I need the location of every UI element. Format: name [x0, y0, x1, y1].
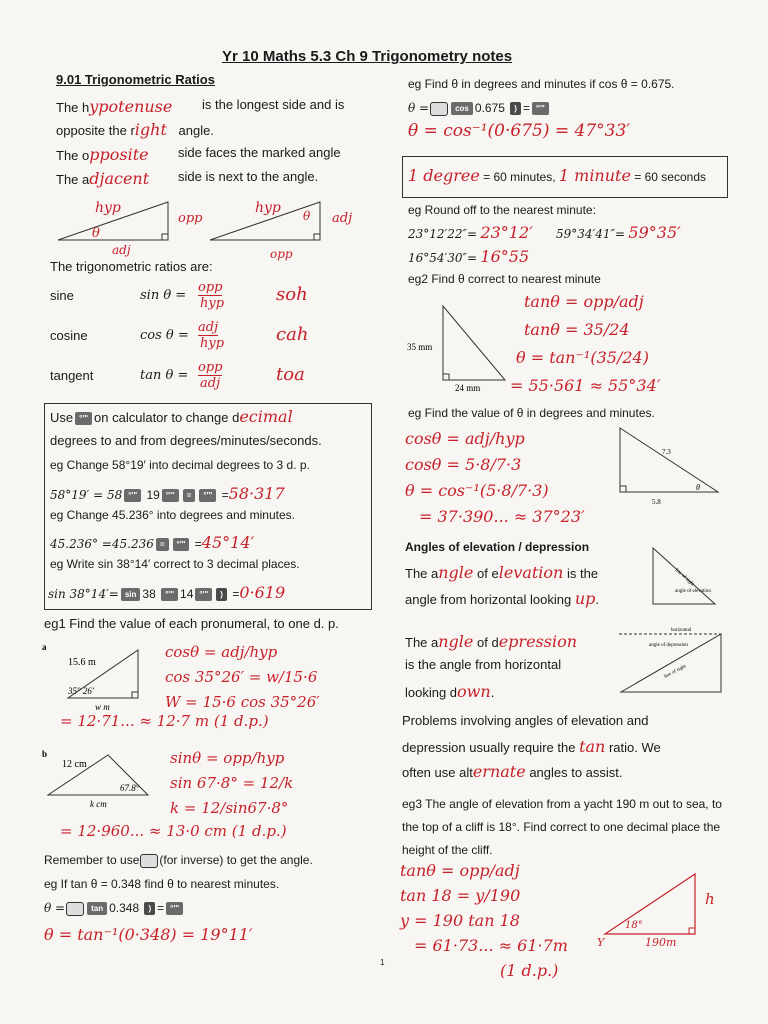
svg-text:15.6 m: 15.6 m	[68, 657, 96, 668]
ratio-formula: tan θ =	[140, 368, 189, 383]
eg1b-answer: = 12·960... ≈ 13·0 cm (1 d.p.)	[60, 822, 287, 840]
shift-key-icon	[430, 102, 448, 116]
svg-text:b: b	[42, 749, 48, 759]
tri1-hyp-label: hyp	[95, 200, 121, 216]
tri1-opp-label: opp	[178, 211, 203, 226]
ratio-row	[50, 280, 380, 324]
eg1a-triangle-diagram	[40, 640, 170, 715]
calc-line2: degrees to and from degrees/minutes/seconds.	[50, 433, 322, 448]
ratio-row	[50, 320, 380, 364]
calc-eg3: eg Write sin 38°14′ correct to 3 decimal places.	[50, 557, 300, 571]
round-prompt: eg Round off to the nearest minute:	[408, 203, 596, 217]
dms-key-icon: °'"	[195, 588, 212, 601]
ratio-numerator: opp	[198, 280, 223, 295]
svg-text:67.8°: 67.8°	[120, 783, 140, 793]
svg-text:35° 26′: 35° 26′	[68, 686, 94, 696]
ratio-name: tangent	[50, 368, 94, 383]
elevation-heading: Angles of elevation / depression	[405, 540, 590, 554]
dms-key-icon: °'"	[124, 489, 141, 502]
eg-tan-prompt: eg If tan θ = 0.348 find θ to nearest minutes.	[44, 877, 280, 891]
close-bracket-key-icon: )	[510, 102, 521, 115]
svg-text:angle of depression: angle of depression	[649, 643, 688, 648]
svg-text:a: a	[42, 642, 47, 652]
problems-line2: depression usually require the tan ratio. We	[402, 737, 661, 756]
svg-text:35 mm: 35 mm	[407, 342, 433, 352]
calc-eg3-work: sin 38°14′= sin 38 °'" 14 °'" ) =0·619	[48, 583, 286, 602]
page-number: 1	[380, 958, 385, 967]
calc-eg1: eg Change 58°19′ into decimal degrees to 3 d. p.	[50, 458, 310, 472]
section-heading: 9.01 Trigonometric Ratios	[56, 72, 215, 87]
definition-adjacent: The adjacent side is next to the angle.	[56, 169, 319, 188]
tri2-hyp-label: hyp	[255, 200, 281, 216]
eg-cos-answer: θ = cos⁻¹(0·675) = 47°33′	[408, 121, 631, 141]
tri1-adj-label: adj	[112, 243, 131, 257]
sin-key-icon: sin	[121, 588, 141, 601]
close-bracket-key-icon: )	[144, 902, 155, 915]
depression-line1: The angle of depression	[405, 632, 578, 651]
eg-cos-calc: θ = cos 0.675 ) = °'"	[408, 101, 551, 116]
eg-tan-calc: θ = tan 0.348 ) = °'"	[44, 901, 185, 916]
ratio-numerator: adj	[198, 320, 219, 335]
ratios-table	[50, 280, 380, 400]
round-ex-3: 16°54′30″= 16°55	[408, 247, 530, 266]
page-title: Yr 10 Maths 5.3 Ch 9 Trigonometry notes	[222, 48, 513, 65]
shift-key-icon	[66, 902, 84, 916]
ratio-mnemonic: cah	[276, 324, 309, 345]
eg1b-working: sinθ = opp/hyp sin 67·8° = 12/k k = 12/sin67·8°	[170, 749, 294, 817]
svg-text:190m: 190m	[645, 936, 677, 947]
svg-text:12 cm: 12 cm	[62, 759, 87, 770]
dms-key-icon: °'"	[532, 102, 549, 115]
dms-key-icon: °'"	[166, 902, 183, 915]
dms-key-icon: °'"	[161, 588, 178, 601]
svg-text:24 mm: 24 mm	[455, 383, 481, 393]
ratio-denominator: adj	[200, 376, 221, 391]
depression-line2: is the angle from horizontal	[405, 657, 562, 672]
eg1a-answer: = 12·71... ≈ 12·7 m (1 d.p.)	[60, 712, 269, 730]
problems-line3: often use alternate angles to assist.	[402, 762, 623, 781]
depression-line3: looking down.	[405, 682, 495, 701]
calc-eg2-work: 45.236° =45.236 = °'" =45°14′	[50, 533, 255, 552]
svg-text:angle of elevation: angle of elevation	[675, 589, 711, 594]
close-bracket-key-icon: )	[216, 588, 227, 601]
eg1a-working: cosθ = adj/hyp cos 35°26′ = w/15·6 W = 15·6 cos 35°26′	[165, 643, 320, 711]
elevation-line2: angle from horizontal looking up.	[405, 589, 600, 608]
tri2-opp-label: opp	[270, 247, 293, 261]
dms-key-icon: °'"	[75, 412, 92, 425]
svg-text:5.8: 5.8	[652, 498, 661, 506]
eg-cos-prompt: eg Find θ in degrees and minutes if cos θ = 0.675.	[408, 77, 675, 91]
dms-key-icon: °'"	[173, 538, 190, 551]
eg2-prompt: eg2 Find θ correct to nearest minute	[408, 272, 601, 286]
eg3-triangle-diagram	[600, 420, 725, 510]
dms-key-icon: °'"	[199, 489, 216, 502]
tri2-theta: θ	[303, 209, 311, 223]
svg-text:line of sight: line of sight	[663, 664, 688, 680]
dms-key-icon: °'"	[162, 489, 179, 502]
ratio-denominator: hyp	[200, 336, 225, 351]
eg-tan-answer: θ = tan⁻¹(0·348) = 19°11′	[44, 925, 253, 944]
eg1b-triangle-diagram	[40, 747, 170, 812]
eg3-yacht-prompt: eg3 The angle of elevation from a yacht 190 m out to sea, to the top of a cliff is 18°. Find correct to one decimal place the height of the cliff.	[402, 797, 722, 857]
round-ex-2: 59°34′41″= 59°35′	[556, 223, 681, 242]
elevation-diagram	[645, 544, 725, 612]
tri2-adj-label: adj	[332, 211, 353, 226]
yacht-working: tanθ = opp/adj tan 18 = y/190 y = 190 tan 18 = 61·73... ≈ 61·7m (1 d.p.)	[400, 861, 568, 980]
calc-eg2: eg Change 45.236° into degrees and minutes.	[50, 508, 295, 522]
svg-text:k cm: k cm	[90, 799, 107, 809]
calc-eg1-work: 58°19′ = 58 °'" 19 °'" = °'" =58·317	[50, 484, 285, 503]
ratio-denominator: hyp	[200, 296, 225, 311]
definition-hypotenuse: The hypotenuse is the longest side and is	[56, 97, 345, 116]
shift-key-icon	[140, 854, 158, 868]
problems-line1: Problems involving angles of elevation and	[402, 713, 649, 728]
ratio-name: sine	[50, 288, 74, 303]
tan-key-icon: tan	[87, 902, 107, 915]
ratio-formula: sin θ =	[140, 288, 187, 303]
ratio-mnemonic: toa	[276, 364, 305, 385]
ratio-numerator: opp	[198, 360, 223, 375]
eg3-working: cosθ = adj/hyp cosθ = 5·8/7·3 θ = cos⁻¹(5·8/7·3) = 37·390... ≈ 37°23′	[405, 429, 585, 526]
inverse-note: Remember to use (for inverse) to get the angle.	[44, 853, 313, 867]
svg-text:18°: 18°	[625, 920, 643, 931]
tri1-theta: θ	[92, 226, 100, 241]
svg-text:θ: θ	[696, 483, 700, 492]
eg2-triangle-diagram	[405, 296, 515, 394]
ratio-mnemonic: soh	[276, 284, 308, 305]
eg2-working: tanθ = opp/adj tanθ = 35/24 θ = tan⁻¹(35/24) = 55·561 ≈ 55°34′	[510, 292, 661, 395]
equals-key-icon: =	[156, 538, 169, 551]
equals-key-icon: =	[183, 489, 196, 502]
ratio-formula: cos θ =	[140, 328, 189, 343]
definition-hypotenuse-2: opposite the right angle.	[56, 120, 214, 139]
ratios-intro: The trigonometric ratios are:	[50, 259, 213, 274]
elevation-line1: The angle of elevation is the	[405, 563, 599, 582]
ratio-row	[50, 360, 380, 404]
svg-text:line of sight: line of sight	[673, 567, 695, 588]
ratio-name: cosine	[50, 328, 88, 343]
calc-line1: Use °'" on calculator to change decimal	[50, 407, 293, 426]
cos-key-icon: cos	[451, 102, 473, 115]
round-ex-1: 23°12′22″= 23°12′	[408, 223, 533, 242]
svg-text:7.3: 7.3	[662, 448, 671, 456]
eg1-prompt: eg1 Find the value of each pronumeral, to one d. p.	[44, 616, 339, 631]
labelled-triangles-diagram	[50, 192, 370, 262]
definition-opposite: The opposite side faces the marked angle	[56, 145, 341, 164]
degree-minute-text: 1 degree = 60 minutes, 1 minute = 60 seconds	[408, 166, 706, 185]
svg-text:Y: Y	[597, 936, 605, 947]
depression-diagram	[615, 624, 727, 696]
svg-text:h: h	[705, 890, 715, 908]
svg-text:horizontal: horizontal	[671, 628, 692, 633]
svg-text:w m: w m	[95, 702, 110, 712]
yacht-cliff-diagram	[595, 862, 730, 947]
eg3-prompt: eg Find the value of θ in degrees and minutes.	[408, 406, 655, 420]
